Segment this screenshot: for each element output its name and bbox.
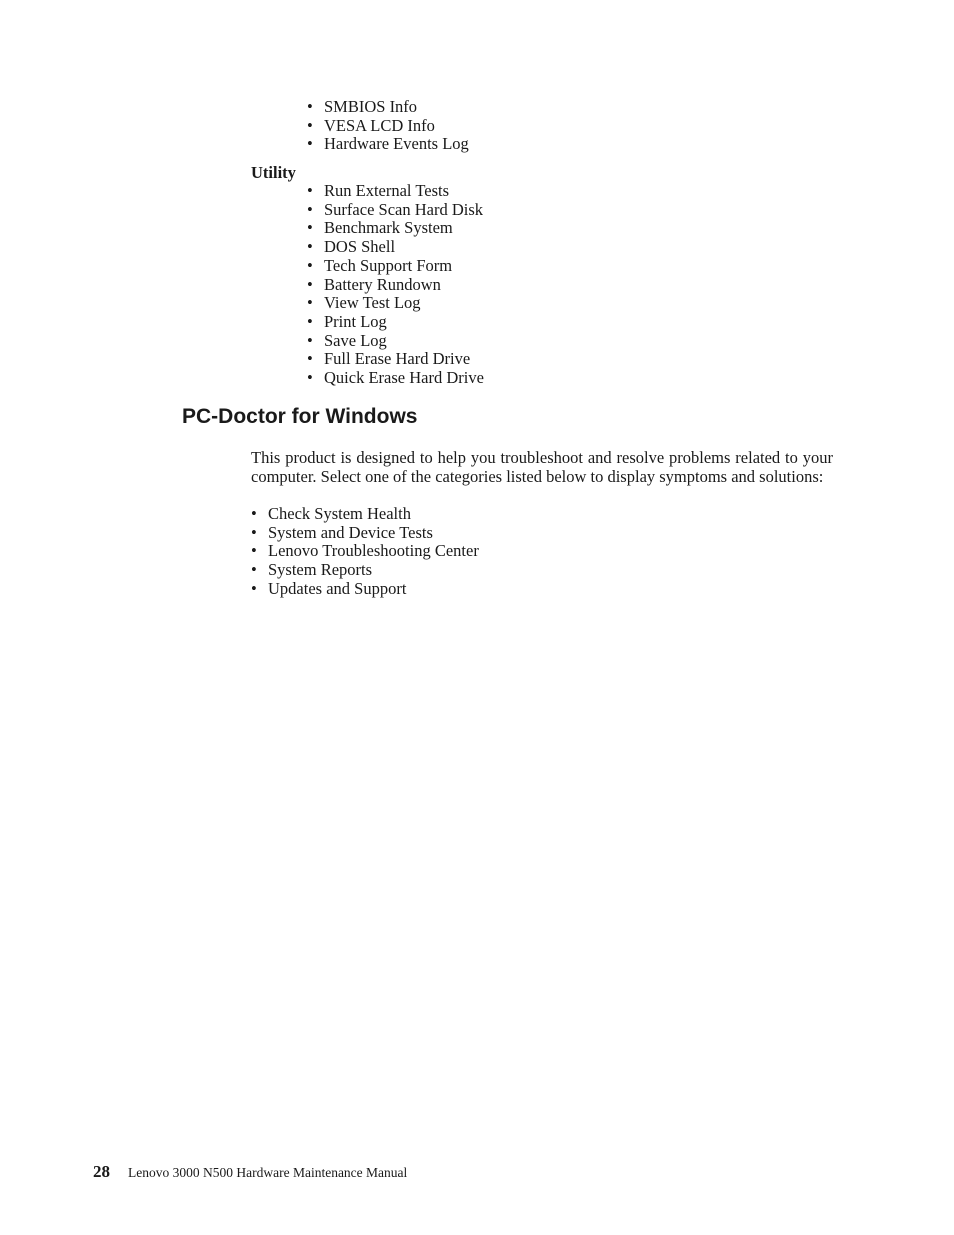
list-item: • Quick Erase Hard Drive <box>307 368 484 388</box>
list-item: • Check System Health <box>251 504 411 523</box>
bullet-icon: • <box>251 522 257 542</box>
utility-list <box>307 181 484 388</box>
list-item: • Updates and Support <box>251 578 407 598</box>
bullet-icon: • <box>307 199 313 219</box>
list-item: • Surface Scan Hard Disk <box>307 199 483 219</box>
bullet-icon: • <box>307 237 313 257</box>
list-item: • VESA LCD Info <box>307 115 435 135</box>
page-number: 28 <box>93 1162 110 1181</box>
bullet-icon: • <box>307 255 313 275</box>
list-item: • DOS Shell <box>307 237 396 257</box>
list-item: • Save Log <box>307 330 387 350</box>
bullet-icon: • <box>307 368 313 388</box>
list-item: • System Reports <box>251 560 373 580</box>
footer-title: Lenovo 3000 N500 Hardware Maintenance Manual <box>128 1165 408 1180</box>
bullet-icon: • <box>307 349 313 369</box>
bullet-icon: • <box>251 560 257 580</box>
list-item: • Battery Rundown <box>307 274 441 294</box>
bullet-icon: • <box>307 330 313 350</box>
bullet-icon: • <box>251 541 257 561</box>
list-item: • Print Log <box>307 311 387 331</box>
intro-paragraph: This product is designed to help you troubleshoot and resolve problems related to your computer. Select one of the categories listed below to display symptoms and solutions: <box>251 448 833 486</box>
bullet-icon: • <box>307 311 313 331</box>
bullet-icon: • <box>251 578 257 598</box>
bullet-icon: • <box>307 115 313 135</box>
bullet-icon: • <box>307 293 313 313</box>
bullet-icon: • <box>307 218 313 238</box>
utility-heading: Utility <box>251 163 296 182</box>
list-item: • System and Device Tests <box>251 522 433 542</box>
section-title: PC-Doctor for Windows <box>182 405 418 428</box>
diagnostics-info-list <box>307 97 469 154</box>
list-item: • Lenovo Troubleshooting Center <box>251 541 479 561</box>
bullet-icon: • <box>307 134 313 154</box>
list-item: • View Test Log <box>307 293 421 313</box>
bullet-icon: • <box>307 274 313 294</box>
list-item: • Full Erase Hard Drive <box>307 349 471 369</box>
bullet-icon: • <box>251 504 257 523</box>
list-item: • Run External Tests <box>307 181 450 200</box>
list-item: • SMBIOS Info <box>307 97 418 116</box>
list-item: • Tech Support Form <box>307 255 453 275</box>
bullet-icon: • <box>307 181 313 200</box>
list-item: • Hardware Events Log <box>307 134 469 154</box>
page-footer <box>93 1162 407 1182</box>
list-item: • Benchmark System <box>307 218 453 238</box>
category-list <box>251 504 479 599</box>
bullet-icon: • <box>307 97 313 116</box>
